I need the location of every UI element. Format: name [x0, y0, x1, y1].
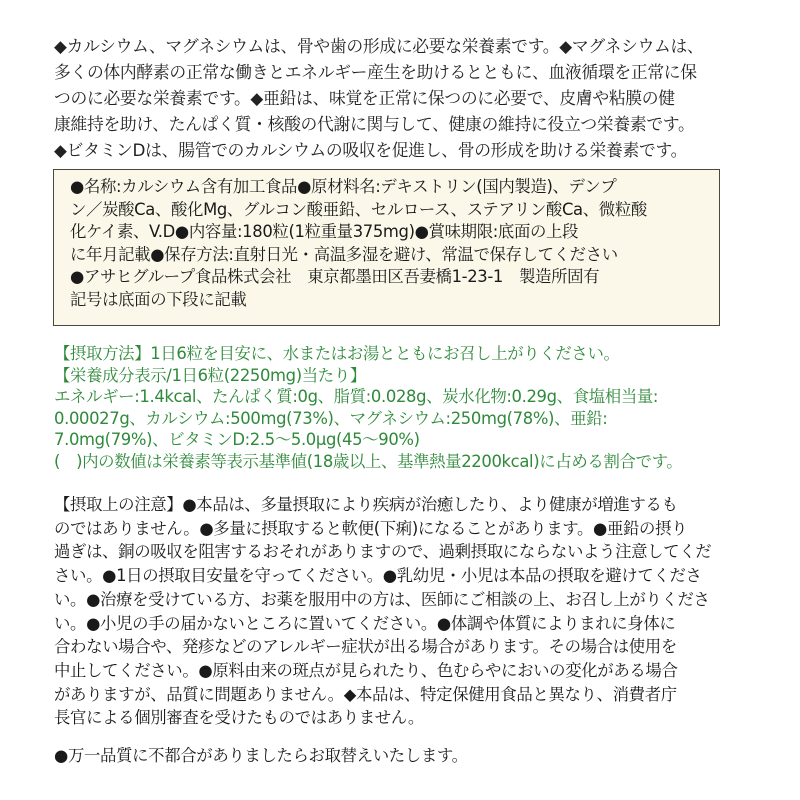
product-info-box: [53, 169, 720, 326]
caution-line: 長官による個別審査を受けたものではありません。: [54, 708, 424, 728]
intro-line: 康維持を助け、たんぱく質・核酸の代謝に関与して、健康の維持に役立つ栄養素です。: [54, 114, 695, 134]
intake-method: 【摂取方法】1日6粒を目安に、水またはお湯とともにお召し上がりください。: [54, 344, 620, 363]
nutrition-heading: 【栄養成分表示/1日6粒(2250mg)当たり】: [54, 365, 366, 385]
caution-line: い。●治療を受けている方、お薬を服用中の方は、医師にご相談の上、お召し上がりくださ: [54, 589, 710, 609]
caution-line: 過ぎは、銅の吸収を阻害するおそれがありますので、過剰摂取にならないよう注意してくだ: [54, 542, 712, 562]
replacement-note: ●万一品質に不都合がありましたらお取替えいたします。: [54, 746, 468, 765]
caution-line: 【摂取上の注意】●本品は、多量摂取により疾病が治癒したり、より健康が増進するも: [54, 495, 678, 514]
nutrition-line: 7.0mg(79%)、ビタミンD:2.5～5.0μg(45～90%): [54, 430, 420, 449]
caution-line: のではありません。●多量に摂取すると軟便(下痢)になることがあります。●亜鉛の摂り: [54, 518, 688, 538]
intro-line: つのに必要な栄養素です。◆亜鉛は、味覚を正常に保つのに必要で、皮膚や粘膜の健: [54, 88, 675, 108]
intro-line: ◆ビタミンDは、腸管でのカルシウムの吸収を促進し、骨の形成を助ける栄養素です。: [54, 140, 688, 160]
nutrition-section: [54, 343, 754, 472]
intro-section: [54, 33, 754, 163]
product-info-line: ン／炭酸Ca、酸化Mg、グルコン酸亜鉛、セルロース、ステアリン酸Ca、微粒酸: [70, 199, 647, 219]
product-info-line: ●アサヒグループ食品株式会社 東京都墨田区吾妻橋1-23-1 製造所固有: [70, 267, 600, 287]
caution-line: がありますが、品質に問題ありません。◆本品は、特定保健用食品と異なり、消費者庁: [54, 684, 677, 704]
nutrition-line: エネルギー:1.4kcal、たんぱく質:0g、脂質:0.028g、炭水化物:0.29g、食塩相当量:: [54, 387, 659, 406]
intro-line: ◆カルシウム、マグネシウムは、骨や歯の形成に必要な栄養素です。◆マグネシウムは、: [54, 36, 704, 56]
caution-line: 中止してください。●原料由来の斑点が見られたり、色むらやにおいの変化がある場合: [54, 660, 678, 680]
product-info-line: 記号は底面の下段に記載: [70, 289, 247, 309]
caution-line: 合わない場合や、発疹などのアレルギー症状が出る場合があります。その場合は使用を: [54, 637, 677, 657]
product-info-line: 化ケイ素、V.D●内容量:180粒(1粒重量375mg)●賞味期限:底面の上段: [70, 222, 579, 242]
footer-section: [54, 745, 754, 767]
caution-line: い。●小児の手の届かないところに置いてください。●体調や体質によりまれに身体に: [54, 613, 676, 633]
product-info-line: ●名称:カルシウム含有加工食品●原材料名:デキストリン(国内製造)、デンプ: [70, 177, 617, 196]
intro-line: 多くの体内酵素の正常な働きとエネルギー産生を助けるとともに、血液循環を正常に保: [54, 62, 697, 82]
caution-line: さい。●1日の摂取目安量を守ってください。●乳幼児・小児は本品の摂取を避けてくださ: [54, 566, 702, 586]
nutrition-note: ( )内の数値は栄養素等表示基準値(18歳以上、基準熱量2200kcal)に占める割合です。: [54, 451, 683, 471]
nutrition-line: 0.00027g、カルシウム:500mg(73%)、マグネシウム:250mg(78%)、亜鉛:: [54, 408, 608, 428]
cautions-section: [54, 493, 754, 730]
product-info-line: に年月記載●保存方法:直射日光・高温多湿を避け、常温で保存してください: [70, 244, 618, 264]
